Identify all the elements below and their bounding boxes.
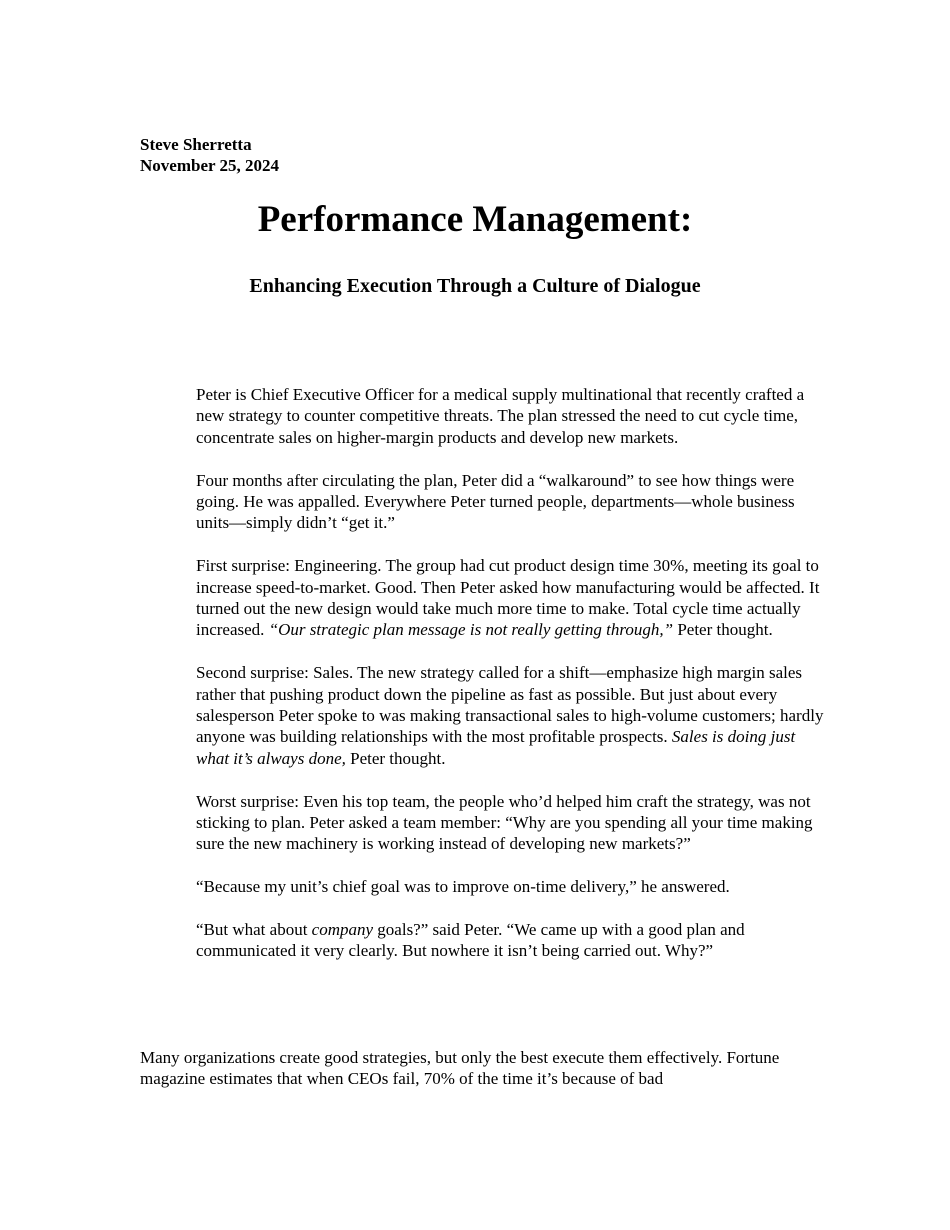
document-date: November 25, 2024 [140, 156, 279, 175]
paragraph-1: Peter is Chief Executive Officer for a medical supply multinational that recently crafted a new strategy to counter competitive threats. The plan stressed the need to cut cycle time, concentrate sales on higher-margin products and develop new markets. [196, 385, 805, 447]
paragraph-4-italic: Sales is doing just what it’s always done, [196, 727, 796, 768]
paragraph-5: Worst surprise: Even his top team, the people who’d helped him craft the strategy, was not sticking to plan. Peter asked a team member: “Why are you spending all your time making sure the new machinery is working instead of developing new markets?” [196, 791, 813, 854]
paragraph-7-italic: company [311, 920, 374, 940]
story-section [196, 384, 826, 983]
author-block [140, 134, 279, 176]
paragraph-3 [196, 555, 826, 641]
document-title: Performance Management: [257, 199, 693, 240]
paragraph-6: “Because my unit’s chief goal was to improve on-time delivery,” he answered. [196, 877, 730, 897]
paragraph-2: Four months after circulating the plan, Peter did a “walkaround” to see how things were going. He was appalled. Everywhere Peter turned people, departments—whole business units—simply didn’t “get it.” [196, 470, 795, 533]
paragraph-3-end: Peter thought. [673, 620, 773, 640]
author-name: Steve Sherretta [140, 135, 252, 154]
paragraph-3-italic: “Our strategic plan message is not really getting through,” [268, 620, 674, 640]
paragraph-7-start: “But what about [196, 920, 312, 940]
analysis-section [140, 1047, 800, 1090]
paragraph-4 [196, 662, 826, 769]
paragraph-3-text: First surprise: Engineering. The group had cut product design time 30%, meeting its goal to increase speed-to-market. Good. Then Peter asked how manufacturing would be affected. It turned out the new design would take much more time to make. Total cycle time actually increased. [196, 556, 820, 640]
paragraph-8: Many organizations create good strategies, but only the best execute them effectively. Fortune magazine estimates that when CEOs fail, 70% of the time it’s because of bad [140, 1048, 780, 1089]
paragraph-4-text: Second surprise: Sales. The new strategy called for a shift—emphasize high margin sales rather that pushing product down the pipeline as fast as possible. But just about every salesperson Peter spoke to was making transactional sales to high-volume customers; hardly anyone was building relationships with the most profitable prospects. [196, 663, 824, 747]
paragraph-7-end: goals?” said Peter. “We came up with a good plan and communicated it very clearly. But nowhere it isn’t being carried out. Why?” [196, 920, 745, 961]
paragraph-4-end: Peter thought. [345, 748, 446, 768]
paragraph-7 [196, 919, 826, 962]
document-subtitle: Enhancing Execution Through a Culture of Dialogue [249, 275, 701, 297]
